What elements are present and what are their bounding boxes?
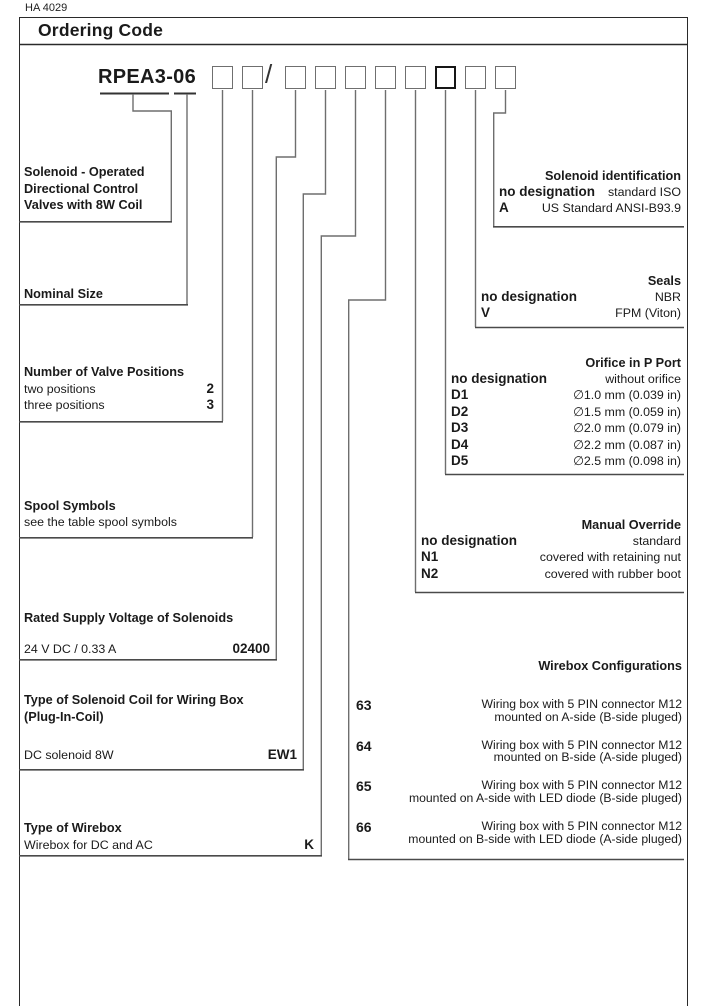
option-code: K bbox=[304, 836, 314, 852]
code-box bbox=[212, 66, 233, 89]
option-label: DC solenoid 8W bbox=[24, 748, 114, 762]
section-solenoid-identification bbox=[499, 168, 681, 217]
code-prefix: RPEA3-06 bbox=[98, 66, 196, 88]
option-desc bbox=[409, 779, 682, 805]
option-row bbox=[451, 420, 681, 436]
option-code: 64 bbox=[356, 737, 372, 754]
option-desc bbox=[482, 698, 683, 724]
code-box bbox=[465, 66, 486, 89]
option-desc: standard ISO bbox=[607, 185, 681, 199]
section-title: Manual Override bbox=[581, 518, 681, 532]
section-title-line: Type of Solenoid Coil for Wiring Box bbox=[24, 693, 244, 707]
section-manual-override bbox=[421, 517, 681, 582]
section-valve-positions bbox=[24, 364, 214, 414]
option-row bbox=[451, 437, 681, 453]
option-row bbox=[356, 779, 682, 805]
section-title-line: (Plug-In-Coil) bbox=[24, 709, 104, 724]
option-code: N2 bbox=[421, 565, 439, 581]
section-title: Type of Wirebox bbox=[24, 821, 122, 835]
option-row bbox=[451, 404, 681, 420]
option-code: 66 bbox=[356, 818, 372, 835]
section-title: Seals bbox=[647, 274, 681, 288]
section-title: Spool Symbols bbox=[24, 499, 116, 513]
section-subtitle: see the table spool symbols bbox=[24, 514, 177, 529]
option-label: 24 V DC / 0.33 A bbox=[24, 641, 117, 656]
option-code: D3 bbox=[451, 420, 469, 436]
option-desc: without orifice bbox=[605, 372, 681, 386]
option-desc: ∅2.5 mm (0.098 in) bbox=[573, 454, 681, 469]
option-row bbox=[24, 397, 214, 414]
section-seals bbox=[481, 273, 681, 322]
option-row bbox=[451, 387, 681, 403]
option-code: D4 bbox=[451, 436, 469, 452]
code-box bbox=[285, 66, 306, 89]
option-desc: standard bbox=[632, 534, 681, 548]
code-box bbox=[495, 66, 516, 89]
option-code: V bbox=[481, 305, 491, 321]
section-title: Solenoid identification bbox=[544, 169, 681, 183]
option-code: 3 bbox=[206, 397, 214, 412]
section-title: Number of Valve Positions bbox=[24, 365, 185, 379]
option-desc: ∅1.5 mm (0.059 in) bbox=[573, 404, 681, 419]
option-desc: FPM (Viton) bbox=[615, 306, 681, 321]
option-row bbox=[24, 747, 297, 764]
option-desc: ∅1.0 mm (0.039 in) bbox=[573, 388, 681, 403]
page-title: Ordering Code bbox=[38, 20, 164, 40]
option-code: N1 bbox=[421, 549, 439, 565]
option-desc-line: Wiring box with 5 PIN connector M12 bbox=[481, 818, 682, 833]
option-row bbox=[499, 200, 681, 216]
doc-number: HA 4029 bbox=[25, 2, 68, 14]
option-desc-line: mounted on A-side with LED diode (B-side pluged) bbox=[408, 790, 682, 805]
option-code: no designation bbox=[421, 533, 517, 548]
option-label: Wirebox for DC and AC bbox=[24, 837, 153, 852]
section-valve-type bbox=[24, 164, 145, 214]
section-title-line: Valves with 8W Coil bbox=[24, 198, 143, 212]
option-desc-line: Wiring box with 5 PIN connector M12 bbox=[481, 697, 682, 711]
option-desc-line: Wiring box with 5 PIN connector M12 bbox=[481, 778, 682, 793]
section-title-line: Directional Control bbox=[24, 181, 139, 196]
section-orifice-in-p-port bbox=[451, 355, 681, 469]
option-code: 63 bbox=[356, 697, 372, 713]
option-desc-line: mounted on B-side with LED diode (A-side pluged) bbox=[408, 831, 682, 846]
option-row bbox=[356, 698, 682, 724]
section-title: Wirebox Configurations bbox=[538, 659, 682, 673]
option-desc: ∅2.0 mm (0.079 in) bbox=[573, 421, 681, 436]
option-code: no designation bbox=[499, 184, 595, 199]
option-code: D2 bbox=[451, 403, 469, 419]
section-coil-type bbox=[24, 692, 297, 764]
option-row bbox=[24, 381, 214, 398]
section-title: Nominal Size bbox=[24, 287, 103, 301]
code-box bbox=[375, 66, 396, 89]
option-desc bbox=[408, 820, 682, 846]
section-wirebox-type bbox=[24, 820, 314, 853]
option-row bbox=[421, 533, 681, 549]
option-code: no designation bbox=[451, 371, 547, 386]
section-supply-voltage bbox=[24, 610, 270, 657]
option-row bbox=[421, 549, 681, 565]
code-box bbox=[315, 66, 336, 89]
option-desc: covered with retaining nut bbox=[539, 550, 681, 565]
option-code: 65 bbox=[356, 778, 372, 795]
option-row bbox=[481, 305, 681, 321]
section-spool-symbols bbox=[24, 498, 177, 530]
option-code: 02400 bbox=[232, 640, 270, 656]
option-desc: ∅2.2 mm (0.087 in) bbox=[573, 437, 681, 452]
code-separator-slash: / bbox=[265, 59, 273, 89]
option-row bbox=[481, 289, 681, 305]
option-code: D5 bbox=[451, 453, 469, 469]
option-desc: NBR bbox=[654, 290, 681, 304]
section-wirebox-configurations bbox=[356, 658, 682, 845]
option-row bbox=[356, 820, 682, 846]
option-desc bbox=[482, 739, 683, 765]
option-row bbox=[356, 739, 682, 765]
option-code: 2 bbox=[206, 380, 214, 396]
option-code: D1 bbox=[451, 387, 469, 403]
code-box bbox=[242, 66, 263, 89]
option-row bbox=[24, 837, 314, 854]
option-code: no designation bbox=[481, 289, 577, 304]
option-desc: covered with rubber boot bbox=[544, 566, 681, 581]
option-desc-line: Wiring box with 5 PIN connector M12 bbox=[481, 737, 682, 752]
code-box bbox=[345, 66, 366, 89]
option-desc: US Standard ANSI-B93.9 bbox=[541, 201, 681, 216]
code-box bbox=[405, 66, 426, 89]
option-label: three positions bbox=[24, 398, 105, 412]
option-desc-line: mounted on B-side (A-side pluged) bbox=[493, 750, 682, 765]
option-label: two positions bbox=[24, 381, 96, 396]
section-title: Rated Supply Voltage of Solenoids bbox=[24, 611, 234, 625]
option-desc-line: mounted on A-side (B-side pluged) bbox=[494, 709, 682, 724]
option-row bbox=[24, 641, 270, 658]
option-row bbox=[499, 184, 681, 200]
option-code: A bbox=[499, 200, 509, 216]
option-row bbox=[451, 371, 681, 387]
option-row bbox=[421, 566, 681, 582]
code-box-highlighted bbox=[435, 66, 456, 89]
option-row bbox=[451, 453, 681, 469]
section-title: Orifice in P Port bbox=[585, 356, 681, 370]
section-title-line: Solenoid - Operated bbox=[24, 165, 145, 179]
option-code: EW1 bbox=[267, 747, 297, 762]
section-nominal-size bbox=[24, 286, 103, 303]
